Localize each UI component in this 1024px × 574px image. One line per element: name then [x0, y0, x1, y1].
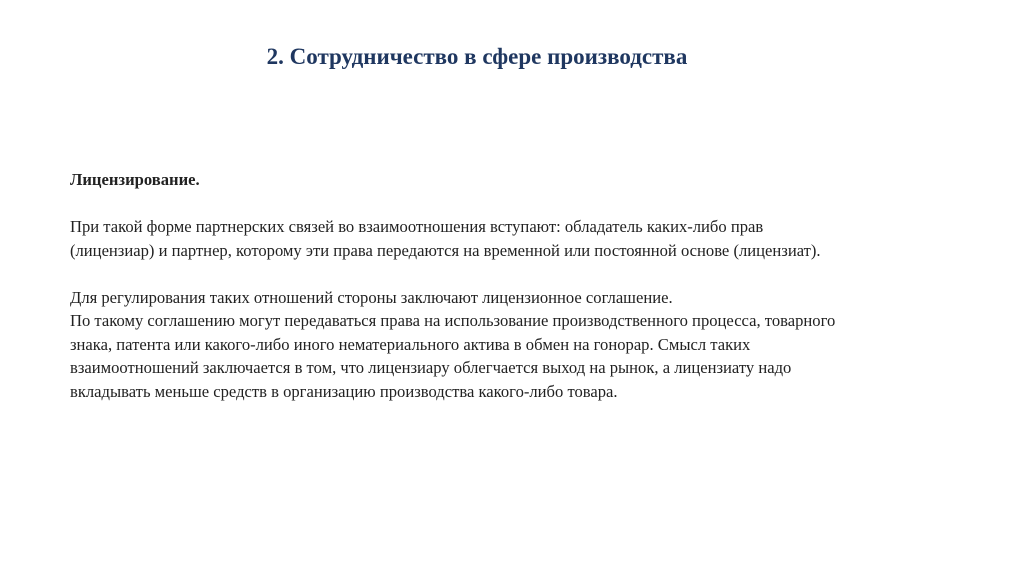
- text-line: вкладывать меньше средств в организацию производства какого-либо товара.: [70, 381, 618, 401]
- slide-body: [70, 168, 980, 403]
- text-line: При такой форме партнерских связей во взаимоотношения вступают: обладатель каких-либо прав: [70, 217, 764, 236]
- text-line: Для регулирования таких отношений стороны заключают лицензионное соглашение.: [70, 287, 673, 307]
- text-line: (лицензиар) и партнер, которому эти права передаются на временной или постоянной основе (лицензиат).: [70, 240, 821, 260]
- text-line: По такому соглашению могут передаваться права на использование производственного процесса, товарного: [70, 311, 836, 330]
- spacer: [70, 262, 980, 286]
- section-heading: Лицензирование.: [70, 170, 200, 189]
- paragraph-licensing-definition: [70, 215, 980, 262]
- text-line: взаимоотношений заключается в том, что лицензиару облегчается выход на рынок, а лицензиату надо: [70, 358, 792, 377]
- paragraph-license-agreement: [70, 286, 980, 404]
- text-line: знака, патента или какого-либо иного нематериального актива в обмен на гонорар. Смысл таких: [70, 334, 751, 354]
- slide-title: 2. Сотрудничество в сфере производства: [266, 44, 688, 69]
- spacer: [70, 192, 980, 216]
